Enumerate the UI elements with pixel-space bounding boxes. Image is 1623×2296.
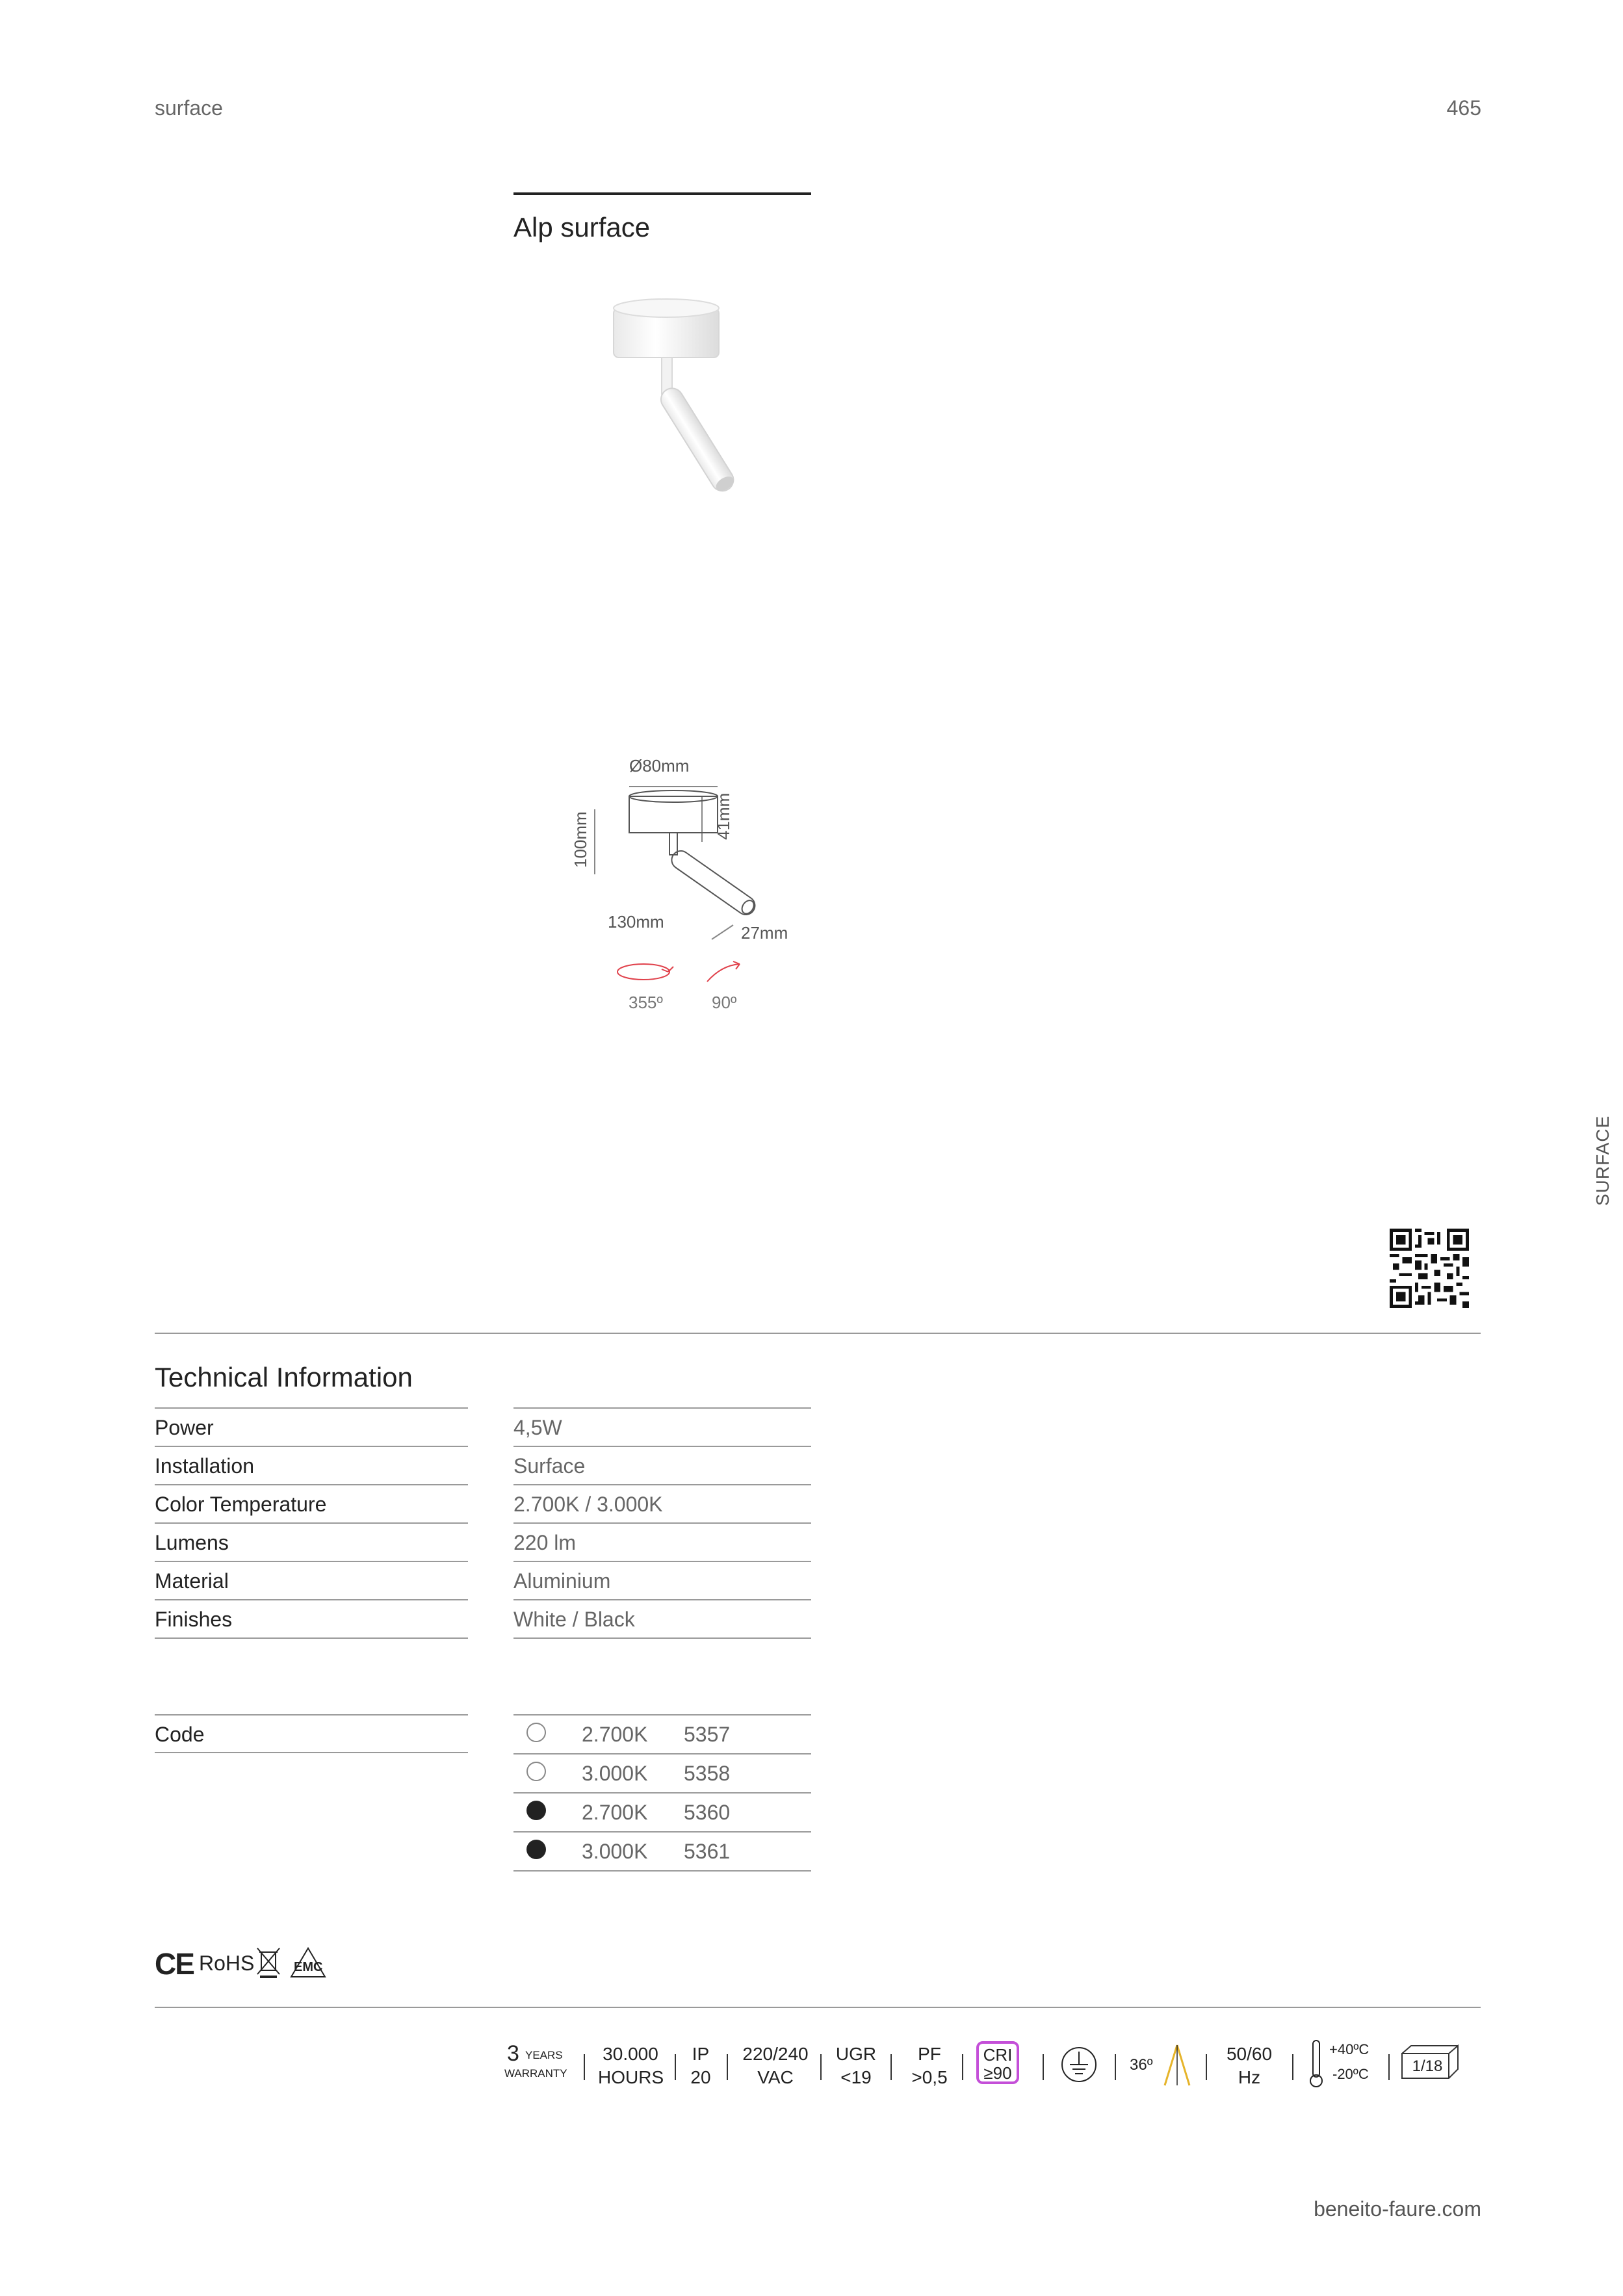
frequency-unit: Hz: [1238, 2067, 1261, 2087]
warranty-label: WARRANTY: [504, 2067, 567, 2080]
spec-value-finishes: White / Black: [513, 1599, 811, 1637]
finish-black-icon: [526, 1801, 546, 1820]
page-number: 465: [1446, 96, 1481, 120]
spec-value-power: 4,5W: [513, 1407, 811, 1445]
spec-value-lumens: 220 lm: [513, 1522, 811, 1560]
separator: [1043, 2054, 1044, 2080]
separator: [962, 2054, 963, 2080]
spec-label-material: Material: [155, 1561, 468, 1598]
temp-min: -20ºC: [1332, 2066, 1369, 2082]
warranty-years: YEARS: [525, 2049, 563, 2061]
code-temp: 3.000K: [582, 1840, 648, 1863]
pf-label: PF: [918, 2044, 941, 2064]
ip-spec: [688, 2042, 714, 2089]
finish-black-icon: [526, 1840, 546, 1859]
separator: [890, 2054, 892, 2080]
tech-title: Technical Information: [155, 1362, 413, 1392]
emc-label: EMC: [294, 1960, 323, 1974]
code-number: 5358: [684, 1762, 731, 1785]
cri-label: CRI: [983, 2045, 1013, 2065]
qr-code-icon[interactable]: [1390, 1229, 1469, 1308]
dim-diameter: Ø80mm: [629, 756, 690, 776]
product-title: Alp surface: [513, 212, 651, 242]
frequency-spec: [1222, 2042, 1277, 2089]
code-label: Code: [155, 1714, 468, 1752]
frequency-value: 50/60: [1226, 2044, 1273, 2064]
code-number: 5357: [684, 1723, 731, 1746]
package-quantity: 1/18: [1412, 2057, 1443, 2075]
code-row: [513, 1714, 811, 1752]
separator: [820, 2054, 822, 2080]
beam-angle: 36º: [1130, 2056, 1153, 2074]
header-section-label: surface: [155, 96, 223, 120]
pf-spec: [905, 2042, 954, 2089]
ugr-spec: [833, 2042, 879, 2089]
code-row: [513, 1792, 811, 1830]
spec-icons-rule: [155, 2007, 1481, 2008]
rohs-label: RoHS: [199, 1951, 255, 1975]
section-rule: [155, 1333, 1481, 1334]
title-rule: [513, 192, 811, 195]
warranty-number: 3: [507, 2041, 519, 2066]
dim-total-height: 100mm: [571, 811, 590, 868]
ugr-value: <19: [840, 2067, 872, 2087]
code-row: [513, 1753, 811, 1791]
temp-max: +40ºC: [1329, 2041, 1370, 2057]
voltage-value: 220/240: [742, 2044, 809, 2064]
separator: [727, 2054, 728, 2080]
product-image: [585, 286, 806, 540]
spec-label-installation: Installation: [155, 1446, 468, 1483]
dim-arm-length: 130mm: [608, 912, 664, 932]
ugr-label: UGR: [835, 2044, 877, 2064]
hours-value: 30.000: [603, 2044, 658, 2064]
separator: [1206, 2054, 1207, 2080]
spec-value-color-temperature: 2.700K / 3.000K: [513, 1484, 811, 1522]
pf-value: >0,5: [911, 2067, 948, 2087]
cri-value: ≥90: [983, 2063, 1012, 2083]
ip-label: IP: [692, 2044, 710, 2064]
code-temp: 2.700K: [582, 1801, 648, 1824]
spec-value-material: Aluminium: [513, 1561, 811, 1598]
code-temp: 3.000K: [582, 1762, 648, 1785]
separator: [584, 2054, 585, 2080]
earth-ground-icon: [1059, 2045, 1098, 2084]
finish-white-icon: [526, 1762, 546, 1781]
code-number: 5360: [684, 1801, 731, 1824]
finish-white-icon: [526, 1723, 546, 1742]
ip-value: 20: [690, 2067, 711, 2087]
voltage-spec: [740, 2042, 811, 2089]
dimension-drawing: [572, 757, 812, 1030]
website-link[interactable]: beneito-faure.com: [1314, 2197, 1481, 2221]
hours-unit: HOURS: [598, 2067, 664, 2087]
beam-angle-icon: [1162, 2042, 1192, 2088]
ce-mark-icon: CE: [155, 1947, 194, 1981]
weee-bin-icon: [255, 1946, 281, 1979]
spec-table-bottom-rule: [513, 1637, 811, 1639]
separator: [1115, 2054, 1116, 2080]
spec-label-power: Power: [155, 1407, 468, 1445]
spec-label-color-temperature: Color Temperature: [155, 1484, 468, 1522]
dim-tube-diameter: 27mm: [741, 923, 788, 943]
dim-rotation-horizontal: 355º: [629, 993, 663, 1012]
spec-table-bottom-rule: [155, 1637, 468, 1639]
cri-spec-icon: [976, 2041, 1019, 2084]
separator: [675, 2054, 676, 2080]
code-table-bottom-rule: [513, 1870, 811, 1872]
voltage-unit: VAC: [757, 2067, 794, 2087]
code-label-bottom-rule: [155, 1752, 468, 1753]
side-label: SURFACE: [1592, 1115, 1613, 1206]
code-temp: 2.700K: [582, 1723, 648, 1746]
spec-label-lumens: Lumens: [155, 1522, 468, 1560]
dim-base-height: 41mm: [714, 792, 733, 840]
spec-value-installation: Surface: [513, 1446, 811, 1483]
separator: [1388, 2054, 1390, 2080]
hours-spec: [598, 2042, 663, 2089]
dim-rotation-vertical: 90º: [712, 993, 737, 1012]
thermometer-icon: [1306, 2038, 1326, 2090]
spec-label-finishes: Finishes: [155, 1599, 468, 1637]
separator: [1292, 2054, 1293, 2080]
code-row: [513, 1831, 811, 1869]
code-number: 5361: [684, 1840, 731, 1863]
